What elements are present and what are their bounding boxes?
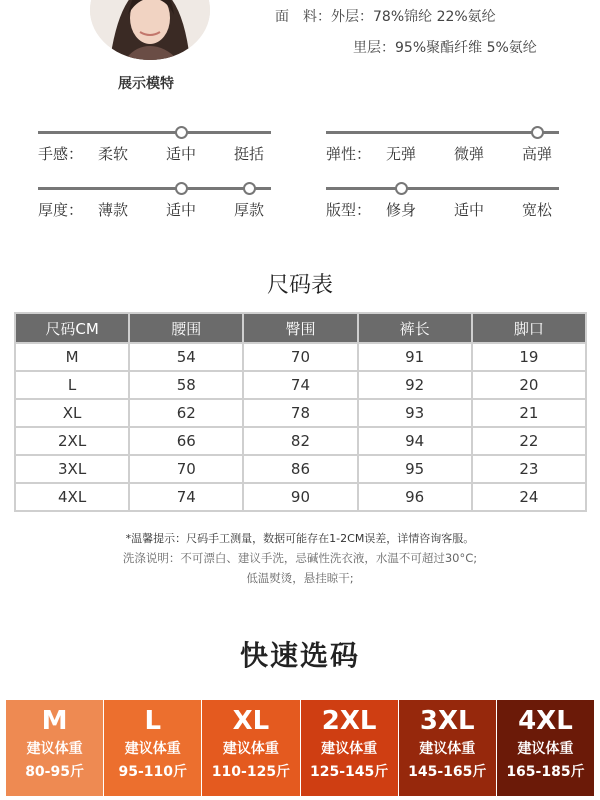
attribute-option: 薄款 [98,201,129,219]
size-table-title: 尺码表 [266,273,333,298]
table-cell: 94 [358,427,472,455]
model-portrait-icon [90,0,210,60]
size-card-size: 4XL [518,706,573,736]
table-cell: 3XL [15,455,129,483]
size-card-label: 建议体重 [26,741,83,757]
slider-knob [395,182,408,195]
attribute-name: 厚度： [38,201,84,219]
slider-track [38,187,271,190]
table-header-cell: 尺码CM [15,313,129,343]
table-cell: 95 [358,455,472,483]
attribute-name: 版型： [326,201,372,219]
fabric-inner-value: 95%聚酯纤维 5%氨纶 [395,40,537,56]
table-header-row [15,313,586,343]
size-card-size: 2XL [321,706,377,736]
size-card-size: 3XL [419,706,475,736]
table-cell: 58 [129,371,243,399]
fabric-inner [353,37,537,57]
table-header-cell: 臀围 [243,313,357,343]
attribute-option: 无弹 [386,145,417,163]
slider-track [326,131,559,134]
size-card-label: 建议体重 [124,741,181,757]
table-cell: 78 [243,399,357,427]
table-body [15,343,586,511]
size-card-size: M [41,706,68,736]
fabric-outer-value: 78%锦纶 22%氨纶 [373,9,496,25]
size-card-label: 建议体重 [321,741,378,757]
table-header-cell: 裤长 [358,313,472,343]
size-card[interactable] [202,700,299,796]
table-row [15,371,586,399]
table-cell: 4XL [15,483,129,511]
model-label: 展示模特 [118,76,174,92]
table-row [15,483,586,511]
size-card-range: 95-110斤 [118,764,188,780]
table-row [15,399,586,427]
slider-knob [243,182,256,195]
table-cell: 20 [472,371,586,399]
attribute-option: 宽松 [522,201,553,219]
table-cell: 90 [243,483,357,511]
slider-track [38,131,271,134]
wash-instructions-1: 洗涤说明：不可漂白、建议手洗，忌碱性洗衣液，水温不可超过30°C; [122,551,478,565]
size-card-size: XL [232,706,270,736]
size-card[interactable] [104,700,201,796]
table-cell: 70 [129,455,243,483]
table-row [15,455,586,483]
attribute-option: 适中 [166,201,197,219]
attribute-option: 修身 [386,201,417,219]
size-card-label: 建议体重 [419,741,476,757]
table-header-cell: 脚口 [472,313,586,343]
quick-select-title: 快速选码 [239,639,360,672]
size-card-range: 145-165斤 [408,764,487,780]
size-card-label: 建议体重 [222,741,279,757]
table-cell: 92 [358,371,472,399]
table-header-cell: 腰围 [129,313,243,343]
table-cell: 62 [129,399,243,427]
table-cell: 21 [472,399,586,427]
fabric-inner-label: 里层： [353,40,395,56]
table-cell: 54 [129,343,243,371]
table-cell: 66 [129,427,243,455]
table-cell: L [15,371,129,399]
size-card-range: 165-185斤 [506,764,585,780]
slider-knob [531,126,544,139]
size-card-range: 110-125斤 [211,764,291,780]
attribute-option: 柔软 [98,145,129,163]
table-cell: 70 [243,343,357,371]
table-cell: 93 [358,399,472,427]
size-card[interactable] [399,700,496,796]
size-card[interactable] [301,700,398,796]
table-row [15,427,586,455]
table-cell: 24 [472,483,586,511]
size-card-size: L [144,706,162,736]
size-card-range: 80-95斤 [25,764,84,780]
slider-knob [175,182,188,195]
size-card-range: 125-145斤 [309,764,389,780]
slider-knob [175,126,188,139]
attribute-option: 高弹 [522,145,553,163]
table-cell: 82 [243,427,357,455]
size-card[interactable] [497,700,594,796]
fabric-outer [275,6,496,26]
table-row [15,343,586,371]
attribute-option: 厚款 [234,201,265,219]
table-cell: 23 [472,455,586,483]
table-cell: M [15,343,129,371]
model-photo [90,0,210,60]
table-cell: 86 [243,455,357,483]
size-tip: *温馨提示：尺码手工测量，数据可能存在1-2CM误差，详情咨询客服。 [125,532,475,545]
slider-track [326,187,559,190]
wash-instructions-2: 低温熨烫，悬挂晾干; [246,571,354,585]
table-cell: 74 [129,483,243,511]
attribute-option: 适中 [454,201,485,219]
table-cell: XL [15,399,129,427]
table-cell: 2XL [15,427,129,455]
table-cell: 91 [358,343,472,371]
attribute-name: 弹性： [326,145,372,163]
attribute-option: 挺括 [234,145,265,163]
table-cell: 74 [243,371,357,399]
quick-select-cards [6,700,594,796]
fabric-outer-label: 面 料：外层： [275,9,373,25]
size-card[interactable] [6,700,103,796]
attribute-option: 适中 [166,145,197,163]
attribute-option: 微弹 [454,145,485,163]
size-table [14,312,587,512]
attribute-name: 手感： [38,145,84,163]
table-cell: 19 [472,343,586,371]
size-card-label: 建议体重 [517,741,574,757]
table-cell: 22 [472,427,586,455]
table-cell: 96 [358,483,472,511]
